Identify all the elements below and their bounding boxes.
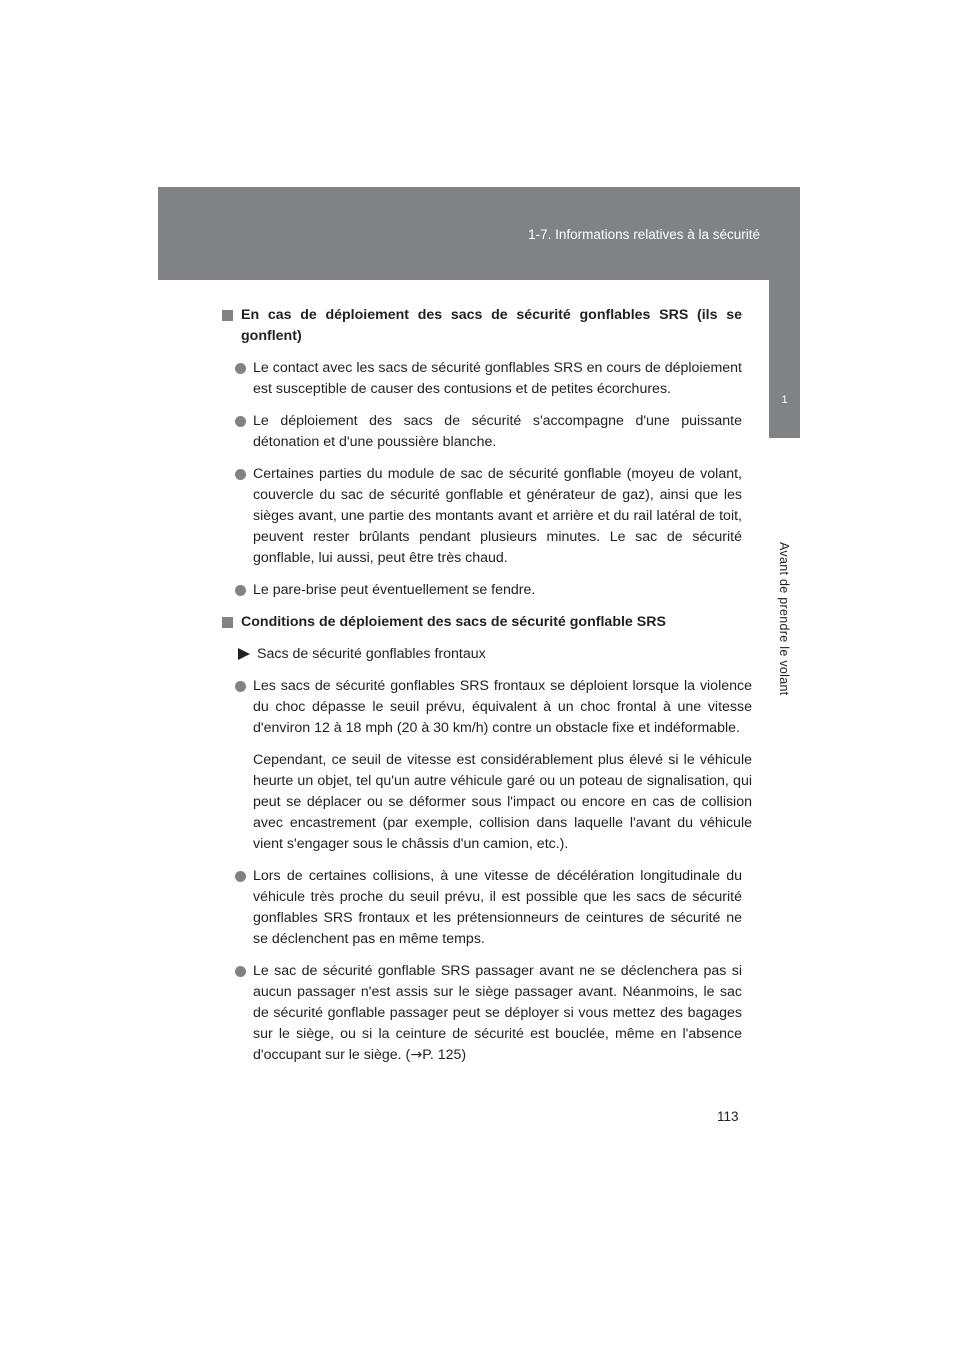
list-item: [222, 961, 742, 1066]
subheading-frontal-airbags: [222, 644, 742, 665]
section-heading-conditions: [222, 612, 742, 633]
page-reference-link[interactable]: P. 125): [422, 1047, 467, 1063]
list-item-text: Le sac de sécurité gonflable SRS passager avant ne se déclenchera pas si aucun passager n'est assis sur le siège passager avant. Néanmoins, le sac de sécurité gonflable passager peut se déployer si vous mettez des bagages sur le siège, ou si la ceinture de sécurité est bouclée, même en l'absence d'occupant sur le siège. (: [253, 963, 742, 1063]
paragraph-cependant: Cependant, ce seuil de vitesse est considérablement plus élevé si le véhicule heurte un objet, tel qu'un autre véhicule garé ou un poteau de signalisation, qui peut se déplacer ou se déformer sous l'impact ou encore en cas de collision avec encastrement (par exemple, collision dans laquelle l'avant du véhicule vient s'engager sous le châssis d'un camion, etc.).: [253, 752, 752, 852]
chapter-number: 1: [781, 394, 788, 406]
list-item: [222, 866, 742, 950]
list-item: [222, 464, 742, 569]
round-bullet-icon: [235, 966, 246, 977]
heading-text: Conditions de déploiement des sacs de sécurité gonflable SRS: [241, 614, 666, 630]
list-item-text: Le contact avec les sacs de sécurité gonflables SRS en cours de déploiement est susceptible de causer des contusions et de petites écorchures.: [253, 360, 742, 397]
section-title: 1-7. Informations relatives à la sécurité: [528, 227, 760, 242]
list-item: [222, 676, 752, 739]
list-item: [222, 580, 742, 601]
round-bullet-icon: [235, 681, 246, 692]
page-number: 113: [717, 1109, 739, 1124]
list-item: [222, 411, 742, 453]
header-band: [158, 187, 800, 280]
list-item-text: Le déploiement des sacs de sécurité s'accompagne d'une puissante détonation et d'une poussière blanche.: [253, 413, 742, 450]
square-bullet-icon: [222, 310, 233, 321]
round-bullet-icon: [235, 469, 246, 480]
square-bullet-icon: [222, 617, 233, 628]
list-item-text: Certaines parties du module de sac de sécurité gonflable (moyeu de volant, couvercle du sac de sécurité gonflable et générateur de gaz), ainsi que les sièges avant, une partie des montants avant et arrière et du rail latéral de toit, peuvent rester brûlants pendant plusieurs minutes. Le sac de sécurité gonflable, lui aussi, peut être très chaud.: [253, 466, 742, 566]
round-bullet-icon: [235, 416, 246, 427]
list-item-text: Le pare-brise peut éventuellement se fendre.: [253, 582, 536, 598]
round-bullet-icon: [235, 363, 246, 374]
triangle-arrow-icon: [238, 648, 250, 660]
list-item: [222, 358, 742, 400]
section-heading-deployment: [222, 305, 742, 347]
list-item-text: Les sacs de sécurité gonflables SRS frontaux se déploient lorsque la violence du choc dépasse le seuil prévu, équivalent à un choc frontal à une vitesse d'environ 12 à 18 mph (20 à 30 km/h) contre un obstacle fixe et indéformable.: [253, 678, 752, 736]
subheading-text: Sacs de sécurité gonflables frontaux: [257, 646, 486, 662]
side-tab: [769, 280, 800, 438]
heading-text: En cas de déploiement des sacs de sécurité gonflables SRS (ils se gonflent): [241, 307, 742, 344]
list-item-text: Lors de certaines collisions, à une vitesse de décélération longitudinale du véhicule très proche du seuil prévu, il est possible que les sacs de sécurité gonflables SRS frontaux et les prétensionneurs de ceintures de sécurité ne se déclenchent pas en même temps.: [253, 868, 742, 947]
page-content: [222, 305, 752, 1077]
round-bullet-icon: [235, 585, 246, 596]
chapter-label: Avant de prendre le volant: [777, 542, 791, 696]
round-bullet-icon: [235, 871, 246, 882]
reference-arrow-icon: →: [410, 1047, 423, 1063]
